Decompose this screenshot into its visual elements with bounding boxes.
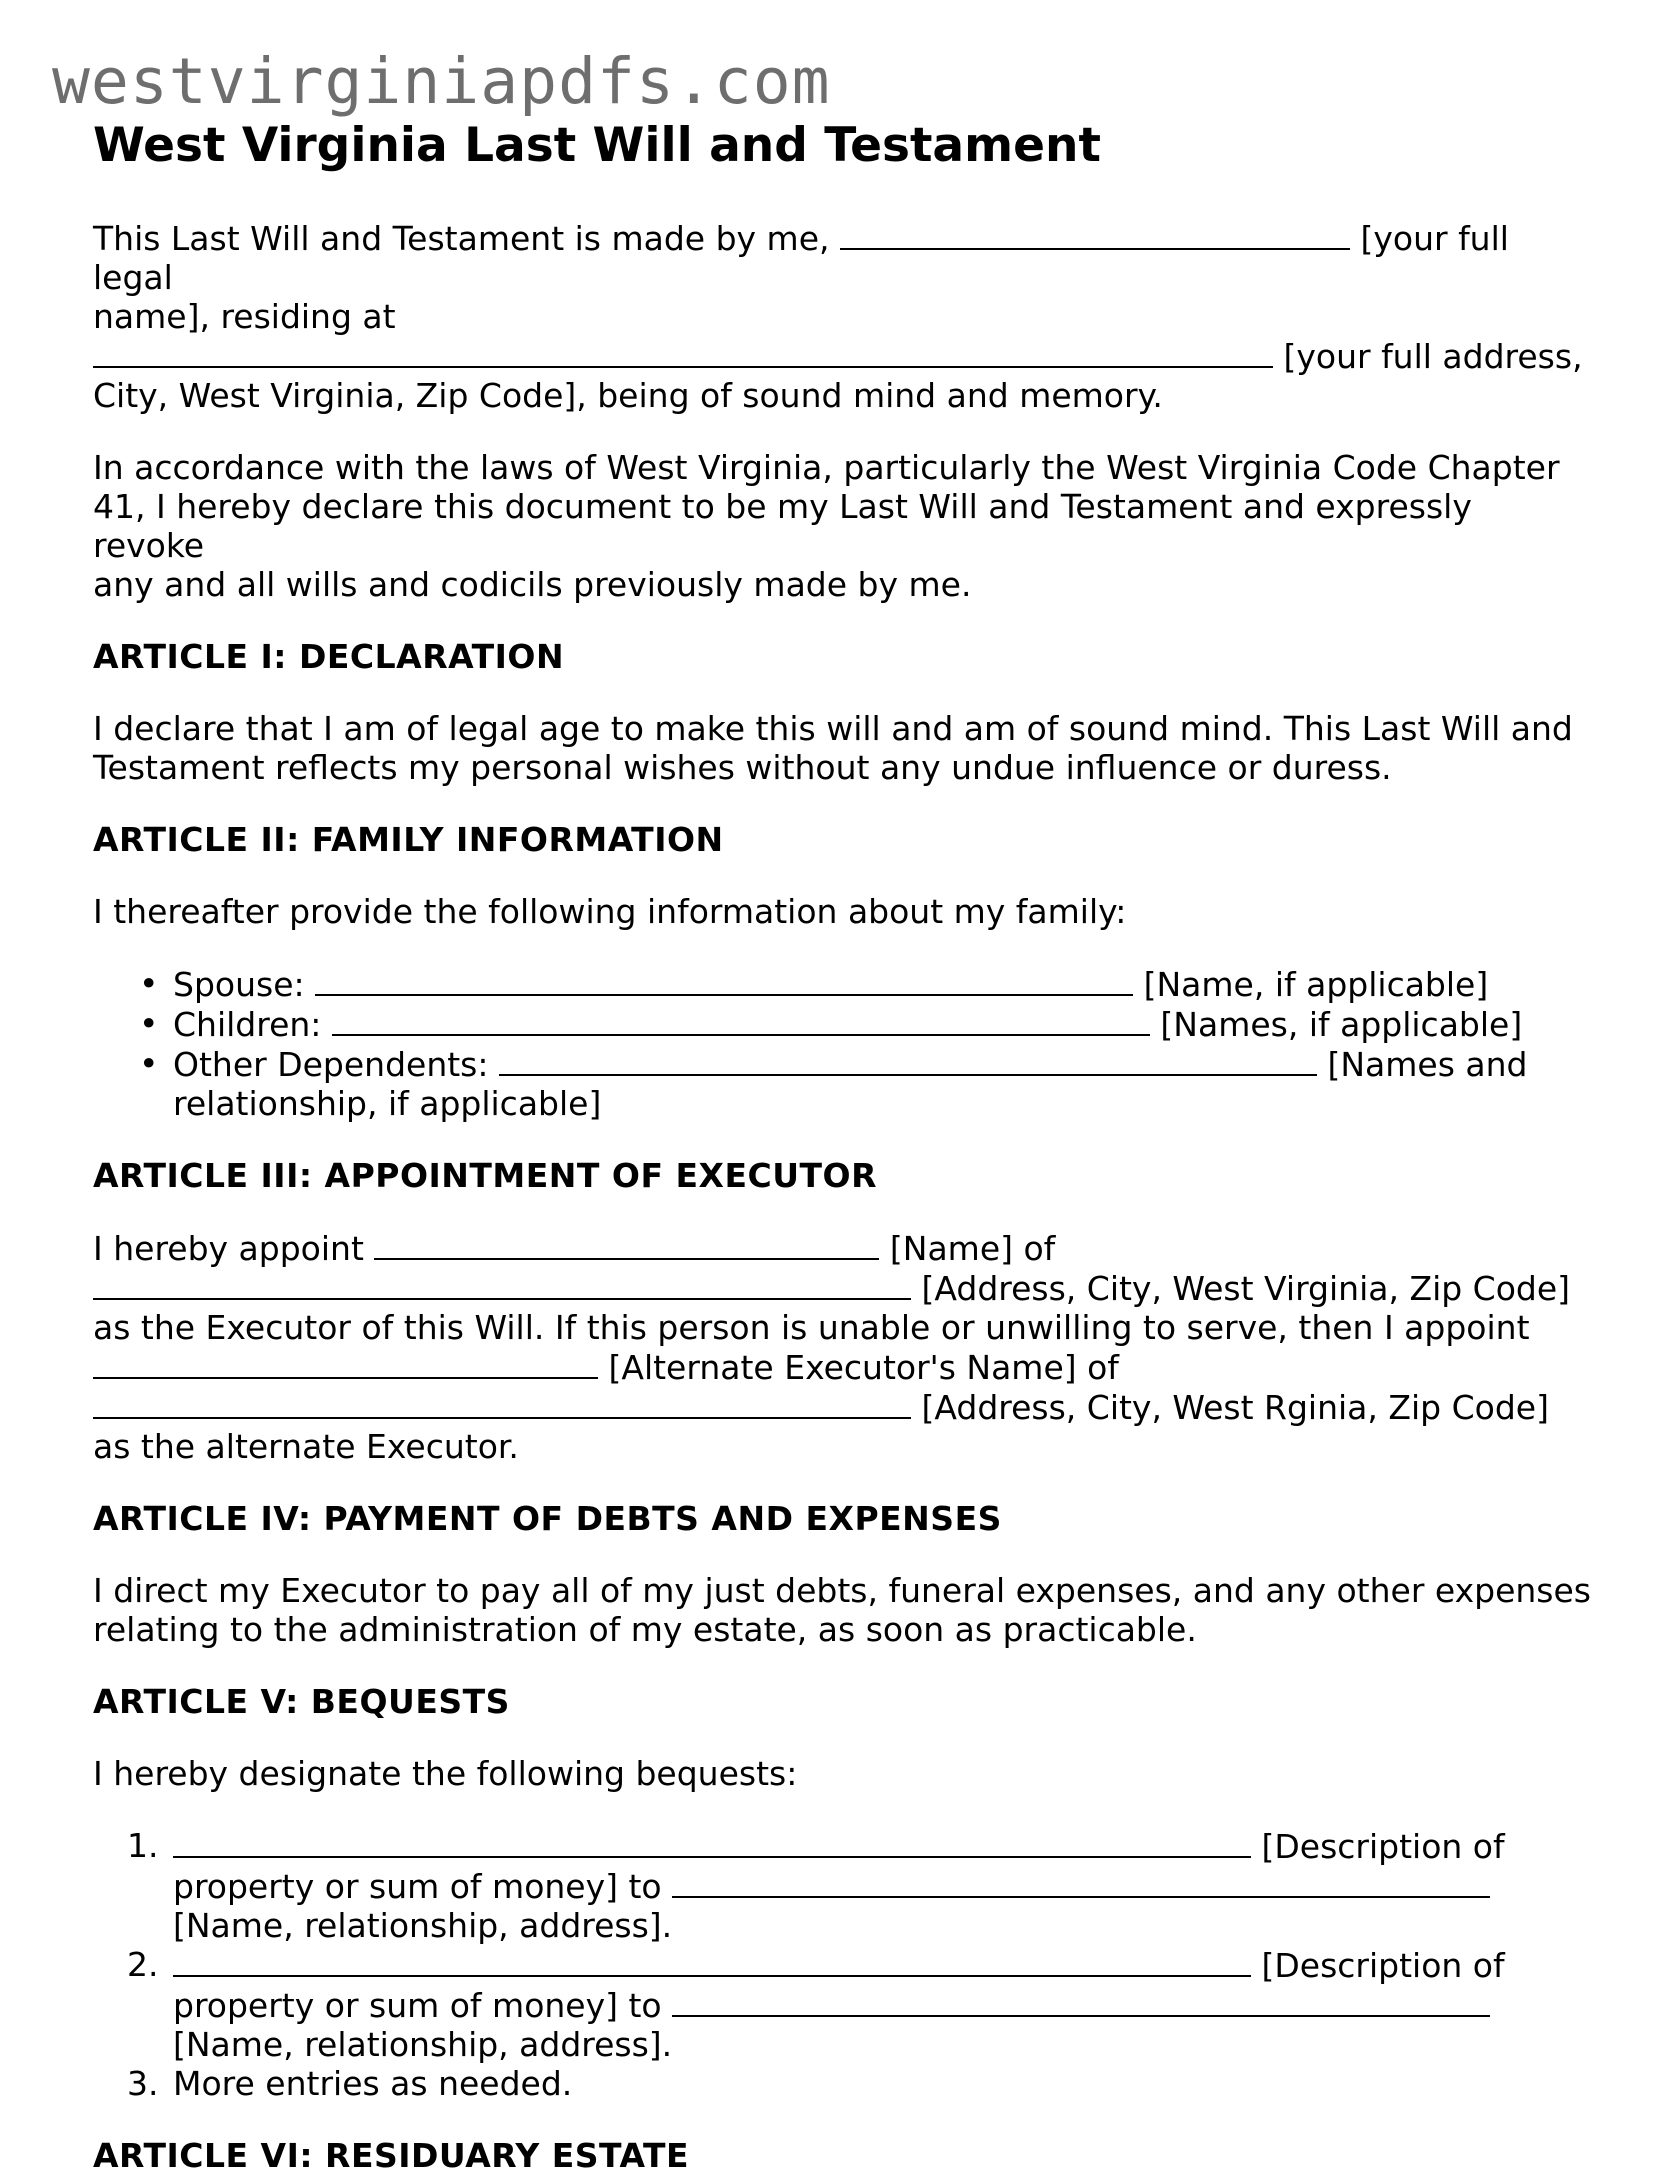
article-4-line: relating to the administration of my estate, as soon as practicable. xyxy=(93,1610,1197,1649)
article-3-hint: [Name] of xyxy=(889,1229,1056,1268)
item-hint: relationship, if applicable] xyxy=(173,1084,602,1123)
list-item xyxy=(139,964,1593,1004)
list-item xyxy=(139,1004,1593,1044)
item-hint: [Description of xyxy=(1261,1827,1505,1866)
item-hint: [Names, if applicable] xyxy=(1160,1005,1523,1044)
bequest-description-blank[interactable] xyxy=(173,1945,1251,1977)
spouse-blank[interactable] xyxy=(315,964,1133,996)
item-label: Children: xyxy=(173,1005,322,1044)
intro-text: This Last Will and Testament is made by me, xyxy=(93,219,830,258)
list-item xyxy=(127,2064,1593,2103)
article-3-text xyxy=(93,1228,1593,1466)
article-5-heading: ARTICLE V: BEQUESTS xyxy=(93,1682,510,1721)
list-item xyxy=(139,1044,1593,1123)
list-item xyxy=(127,1945,1593,2064)
bequest-list xyxy=(93,1826,1593,2103)
family-list xyxy=(93,964,1593,1123)
article-3-text-part: I hereby appoint xyxy=(93,1229,364,1268)
article-3-hint: [Address, City, West Virginia, Zip Code] xyxy=(921,1269,1571,1308)
item-text: property or sum of money] to xyxy=(173,1867,662,1906)
full-address-blank[interactable] xyxy=(93,336,1273,368)
bequest-recipient-blank[interactable] xyxy=(672,1866,1490,1898)
item-label: Other Dependents: xyxy=(173,1045,489,1084)
item-number: 1. xyxy=(127,1826,159,1865)
intro-hint: [your full legal xyxy=(93,219,1509,297)
article-3-text-part: as the Executor of this Will. If this person is unable or unwilling to serve, then I appoint xyxy=(93,1308,1530,1347)
article-3-hint: [Alternate Executor's Name] of xyxy=(608,1348,1119,1387)
dependents-blank[interactable] xyxy=(499,1044,1317,1076)
list-item xyxy=(127,1826,1593,1945)
item-hint: [Name, if applicable] xyxy=(1143,965,1489,1004)
item-hint: [Description of xyxy=(1261,1946,1505,1985)
article-1-line: I declare that I am of legal age to make this will and am of sound mind. This Last Will and xyxy=(93,709,1573,748)
intro-hint: [your full address, xyxy=(1283,337,1583,376)
bequest-recipient-blank[interactable] xyxy=(672,1985,1490,2017)
item-text: property or sum of money] to xyxy=(173,1986,662,2025)
intro-paragraph xyxy=(93,218,1593,415)
article-4-heading: ARTICLE IV: PAYMENT OF DEBTS AND EXPENSES xyxy=(93,1499,1002,1538)
article-4-text xyxy=(93,1571,1593,1649)
full-name-blank[interactable] xyxy=(840,218,1350,250)
revocation-line: In accordance with the laws of West Virginia, particularly the West Virginia Code Chapter xyxy=(93,448,1560,487)
intro-text: City, West Virginia, Zip Code], being of sound mind and memory. xyxy=(93,376,1163,415)
executor-address-blank[interactable] xyxy=(93,1268,911,1300)
article-6-heading: ARTICLE VI: RESIDUARY ESTATE xyxy=(93,2136,690,2175)
bullet-icon: • xyxy=(139,964,159,1003)
bequest-description-blank[interactable] xyxy=(173,1826,1251,1858)
item-hint: [Name, relationship, address]. xyxy=(173,1906,673,1945)
article-2-heading: ARTICLE II: FAMILY INFORMATION xyxy=(93,820,724,859)
executor-name-blank[interactable] xyxy=(374,1228,879,1260)
watermark: westvirginiapdfs.com xyxy=(52,45,831,118)
article-1-text xyxy=(93,709,1593,787)
article-1-line: Testament reflects my personal wishes without any undue influence or duress. xyxy=(93,748,1392,787)
item-number: 2. xyxy=(127,1945,159,1984)
bullet-icon: • xyxy=(139,1044,159,1083)
article-3-heading: ARTICLE III: APPOINTMENT OF EXECUTOR xyxy=(93,1156,878,1195)
article-5-intro: I hereby designate the following bequests: xyxy=(93,1754,798,1793)
article-1-heading: ARTICLE I: DECLARATION xyxy=(93,637,565,676)
article-2-intro: I thereafter provide the following information about my family: xyxy=(93,892,1127,931)
children-blank[interactable] xyxy=(332,1004,1150,1036)
item-label: Spouse: xyxy=(173,965,305,1004)
item-hint: [Names and xyxy=(1327,1045,1528,1084)
page-title: West Virginia Last Will and Testament xyxy=(93,118,1101,173)
article-4-line: I direct my Executor to pay all of my just debts, funeral expenses, and any other expenses xyxy=(93,1571,1591,1610)
revocation-line: 41, I hereby declare this document to be my Last Will and Testament and expressly revoke xyxy=(93,487,1472,565)
item-text: More entries as needed. xyxy=(173,2064,573,2103)
item-hint: [Name, relationship, address]. xyxy=(173,2025,673,2064)
alternate-executor-address-blank[interactable] xyxy=(93,1387,911,1419)
item-number: 3. xyxy=(127,2064,159,2103)
revocation-paragraph xyxy=(93,448,1593,604)
bullet-icon: • xyxy=(139,1004,159,1043)
article-3-text-part: as the alternate Executor. xyxy=(93,1427,519,1466)
revocation-line: any and all wills and codicils previously made by me. xyxy=(93,565,972,604)
article-3-hint: [Address, City, West Rginia, Zip Code] xyxy=(921,1388,1549,1427)
intro-text: name], residing at xyxy=(93,297,396,336)
alternate-executor-name-blank[interactable] xyxy=(93,1347,598,1379)
document-page xyxy=(93,118,1593,2175)
